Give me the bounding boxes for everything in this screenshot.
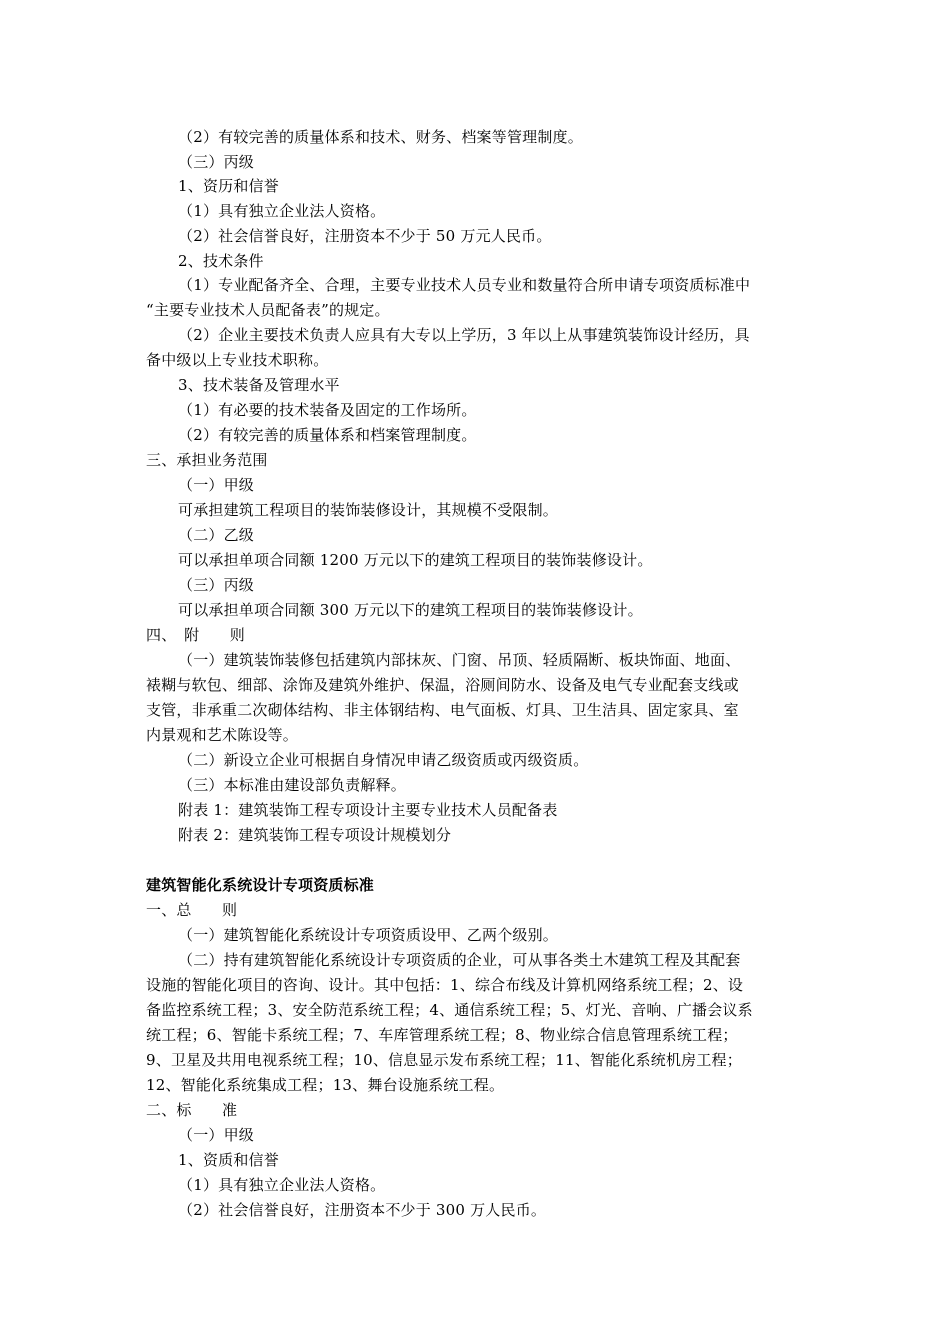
section-heading: 二、标 准 (146, 1101, 238, 1119)
paragraph-line: （三）本标准由建设部负责解释。 (178, 776, 407, 794)
section-subheading: （一）甲级 (178, 1126, 255, 1144)
paragraph-line: 内景观和艺术陈设等。 (146, 726, 299, 744)
paragraph-line: 可以承担单项合同额 1200 万元以下的建筑工程项目的装饰装修设计。 (178, 551, 653, 569)
paragraph-line: 可承担建筑工程项目的装饰装修设计，其规模不受限制。 (178, 501, 559, 519)
paragraph-line: （1）具有独立企业法人资格。 (178, 1176, 386, 1194)
paragraph-line: 支管，非承重二次砌体结构、非主体钢结构、电气面板、灯具、卫生洁具、固定家具、室 (146, 701, 739, 719)
paragraph-line: （2）有较完善的质量体系和档案管理制度。 (178, 426, 477, 444)
paragraph-line: “主要专业技术人员配备表”的规定。 (146, 301, 390, 319)
paragraph-line: 统工程；6、智能卡系统工程；7、车库管理系统工程；8、物业综合信息管理系统工程； (146, 1026, 738, 1044)
paragraph-line: （一）建筑智能化系统设计专项资质设甲、乙两个级别。 (178, 926, 559, 944)
paragraph-line: 可以承担单项合同额 300 万元以下的建筑工程项目的装饰装修设计。 (178, 601, 643, 619)
section-subheading: 1、资历和信誉 (178, 177, 279, 195)
paragraph-line: 备监控系统工程；3、安全防范系统工程；4、通信系统工程；5、灯光、音响、广播会议系 (146, 1001, 753, 1019)
paragraph-line: （2）社会信誉良好，注册资本不少于 300 万人民币。 (178, 1201, 547, 1219)
section-subheading: （三）丙级 (178, 153, 255, 171)
section-subheading: 3、技术装备及管理水平 (178, 376, 340, 394)
paragraph-line: （一）建筑装饰装修包括建筑内部抹灰、门窗、吊顶、轻质隔断、板块饰面、地面、 (178, 651, 741, 669)
paragraph-line: （二）新设立企业可根据自身情况申请乙级资质或丙级资质。 (178, 751, 589, 769)
section-heading: 一、总 则 (146, 901, 238, 919)
paragraph-line: 备中级以上专业技术职称。 (146, 351, 329, 369)
paragraph-line: 设施的智能化项目的咨询、设计。其中包括：1、综合布线及计算机网络系统工程；2、设 (146, 976, 744, 994)
section-subheading: （二）乙级 (178, 526, 255, 544)
section-subheading: （一）甲级 (178, 476, 255, 494)
paragraph-line: （二）持有建筑智能化系统设计专项资质的企业，可从事各类土木建筑工程及其配套 (178, 951, 741, 969)
section-heading: 三、承担业务范围 (146, 451, 268, 469)
paragraph-line: （1）专业配备齐全、合理，主要专业技术人员专业和数量符合所申请专项资质标准中 (178, 276, 751, 294)
section-subheading: （三）丙级 (178, 576, 255, 594)
section-heading: 四、 附 则 (146, 626, 245, 644)
appendix-line: 附表 2：建筑装饰工程专项设计规模划分 (178, 826, 452, 844)
section-subheading: 1、资质和信誉 (178, 1151, 279, 1169)
paragraph-line: 裱糊与软包、细部、涂饰及建筑外维护、保温，浴厕间防水、设备及电气专业配套支线或 (146, 676, 739, 694)
paragraph-line: （2）有较完善的质量体系和技术、财务、档案等管理制度。 (178, 128, 583, 146)
section-subheading: 2、技术条件 (178, 252, 264, 270)
paragraph-line: （2）企业主要技术负责人应具有大专以上学历，3 年以上从事建筑装饰设计经历，具 (178, 326, 750, 344)
document-title: 建筑智能化系统设计专项资质标准 (146, 876, 375, 894)
paragraph-line: 12、智能化系统集成工程；13、舞台设施系统工程。 (146, 1076, 505, 1094)
paragraph-line: （2）社会信誉良好，注册资本不少于 50 万元人民币。 (178, 227, 552, 245)
paragraph-line: （1）具有独立企业法人资格。 (178, 202, 386, 220)
appendix-line: 附表 1：建筑装饰工程专项设计主要专业技术人员配备表 (178, 801, 558, 819)
paragraph-line: （1）有必要的技术装备及固定的工作场所。 (178, 401, 477, 419)
paragraph-line: 9、卫星及共用电视系统工程；10、信息显示发布系统工程；11、智能化系统机房工程； (146, 1051, 742, 1069)
